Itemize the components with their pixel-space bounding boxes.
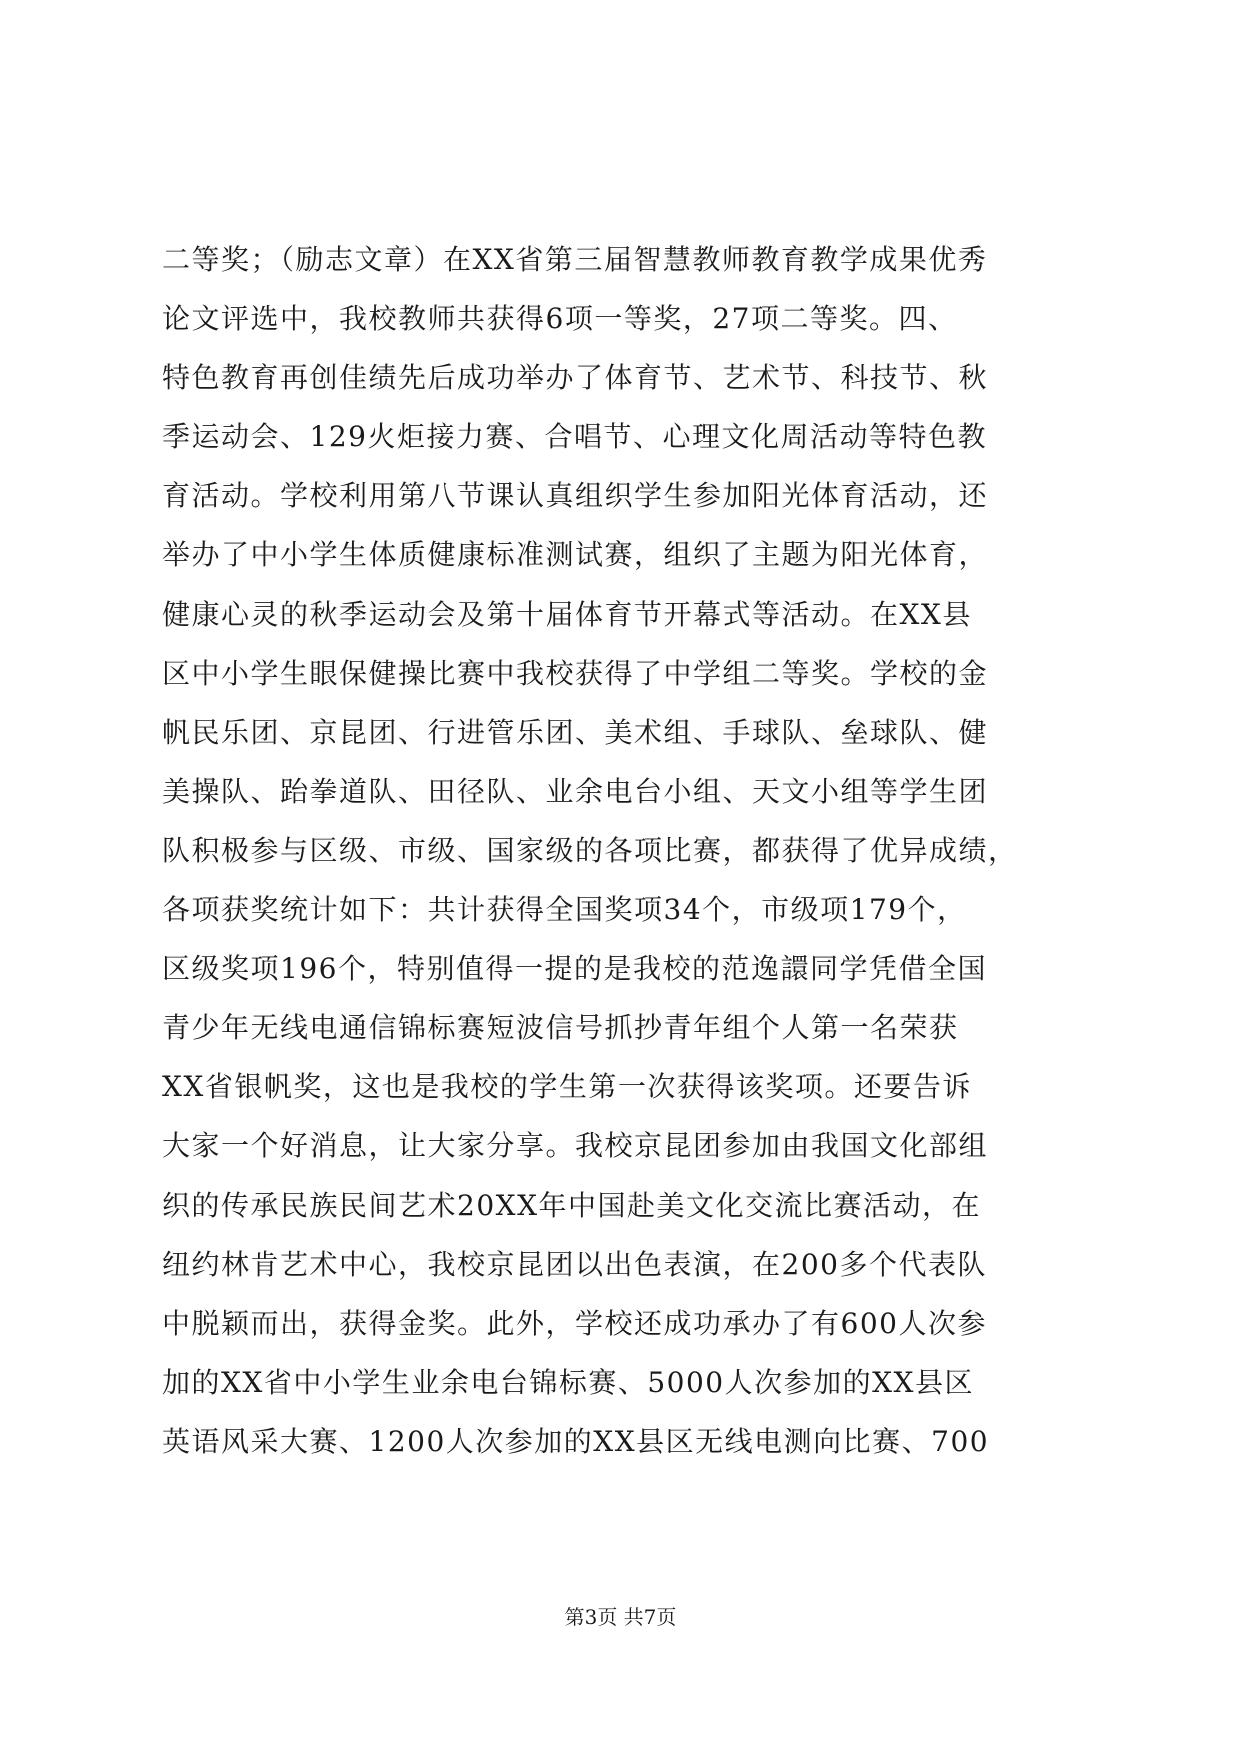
text-line: 季运动会、129火炬接力赛、合唱节、心理文化周活动等特色教 bbox=[162, 420, 987, 454]
text-line: 举办了中小学生体质健康标准测试赛，组织了主题为阳光体育， bbox=[162, 538, 989, 572]
text-line: 中脱颖而出，获得金奖。此外，学校还成功承办了有600人次参 bbox=[162, 1306, 987, 1340]
text-line: 二等奖；（励志文章）在XX省第三届智慧教师教育教学成果优秀 bbox=[162, 243, 988, 276]
text-line: 织的传承民族民间艺术20XX年中国赴美文化交流比赛活动，在 bbox=[162, 1188, 981, 1222]
text-line: 育活动。学校利用第八节课认真组织学生参加阳光体育活动，还 bbox=[162, 479, 989, 513]
text-line: 健康心灵的秋季运动会及第十届体育节开幕式等活动。在XX县 bbox=[162, 597, 972, 631]
text-line: 帆民乐团、京昆团、行进管乐团、美术组、手球队、垒球队、健 bbox=[162, 715, 989, 749]
page-number-footer: 第3页 共7页 bbox=[564, 1605, 677, 1629]
text-line: 区中小学生眼保健操比赛中我校获得了中学组二等奖。学校的金 bbox=[162, 656, 989, 690]
text-line: 各项获奖统计如下：共计获得全国奖项34个，市级项179个， bbox=[162, 893, 967, 927]
body-text bbox=[162, 230, 1082, 1471]
text-line: 大家一个好消息，让大家分享。我校京昆团参加由我国文化部组 bbox=[162, 1129, 989, 1163]
text-line: 队积极参与区级、市级、国家级的各项比赛，都获得了优异成绩， bbox=[162, 833, 1018, 867]
text-line: 区级奖项196个，特别值得一提的是我校的范逸譞同学凭借全国 bbox=[162, 952, 987, 986]
text-line: 论文评选中，我校教师共获得6项一等奖，27项二等奖。四、 bbox=[162, 302, 958, 336]
text-line: 纽约林肯艺术中心，我校京昆团以出色表演，在200多个代表队 bbox=[162, 1247, 987, 1281]
text-line: XX省银帆奖，这也是我校的学生第一次获得该奖项。还要告诉 bbox=[162, 1070, 972, 1104]
text-line: 加的XX省中小学生业余电台锦标赛、5000人次参加的XX县区 bbox=[162, 1365, 974, 1399]
text-line: 特色教育再创佳绩先后成功举办了体育节、艺术节、科技节、秋 bbox=[162, 361, 989, 395]
text-line: 青少年无线电通信锦标赛短波信号抓抄青年组个人第一名荣获 bbox=[162, 1011, 959, 1045]
text-line: 美操队、跆拳道队、田径队、业余电台小组、天文小组等学生团 bbox=[162, 774, 989, 808]
text-line: 英语风采大赛、1200人次参加的XX县区无线电测向比赛、700 bbox=[162, 1424, 990, 1458]
